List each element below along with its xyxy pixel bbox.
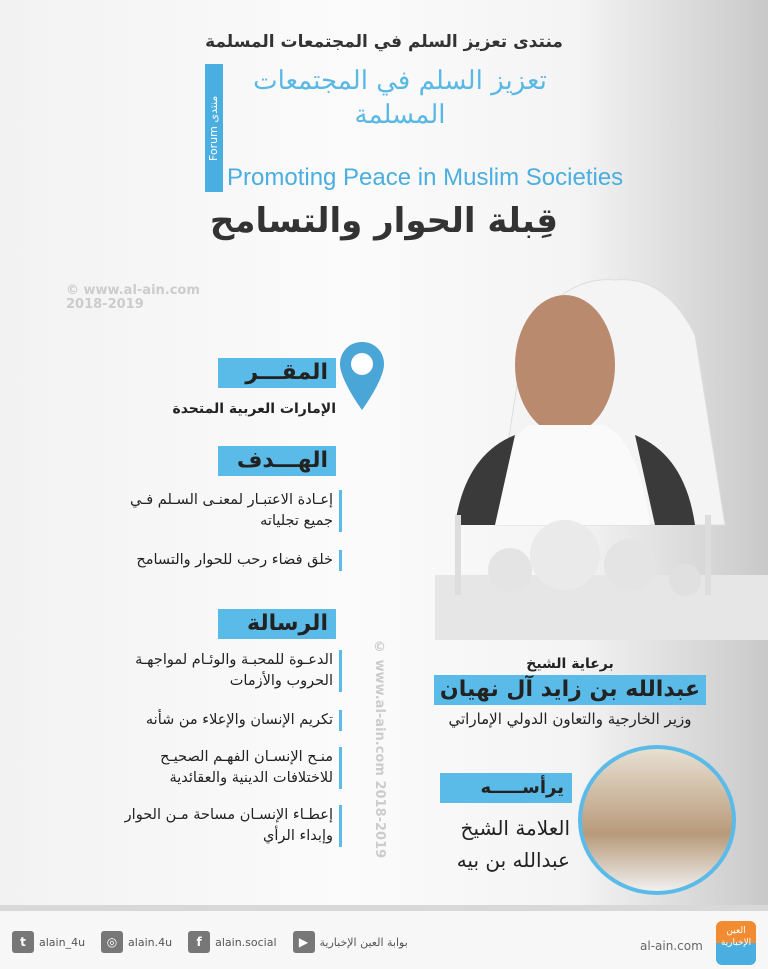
instagram-icon: ◎ <box>101 931 123 953</box>
message-label: الرسالة <box>218 609 336 639</box>
watermark-vertical: © www.al-ain.com 2018-2019 <box>372 640 387 859</box>
chair-label: يرأســـــه <box>440 773 572 803</box>
youtube-link[interactable]: ▶ بوابة العين الإخبارية <box>293 931 408 953</box>
twitter-link[interactable]: t alain_4u <box>12 931 85 953</box>
patron-name: عبدالله بن زايد آل نهيان <box>434 675 706 705</box>
location-pin-icon <box>338 340 386 412</box>
footer <box>0 905 768 969</box>
location-label: المقـــر <box>218 358 336 388</box>
message-item: منـح الإنسـان الفهـم الصحيـح للاختلافات الدينية والعقائدية <box>102 747 342 789</box>
message-item: الدعـوة للمحبـة والوئـام لمواجهـة الحروب والأزمات <box>102 650 342 692</box>
instagram-link[interactable]: ◎ alain.4u <box>101 931 172 953</box>
site-link[interactable]: al-ain.com <box>640 939 703 953</box>
message-item: تكريم الإنسان والإعلاء من شأنه <box>102 710 342 731</box>
message-item: إعطـاء الإنسـان مساحة مـن الحوار وإبداء الرأي <box>102 805 342 847</box>
social-links <box>12 931 408 953</box>
goal-item: خلق فضاء رحب للحوار والتسامح <box>102 550 342 571</box>
top-title: منتدى تعزيز السلم في المجتمعات المسلمة <box>205 32 563 52</box>
forum-tab: Forum منتدى <box>205 64 223 192</box>
location-value: الإمارات العربية المتحدة <box>172 401 336 417</box>
patron-prefix: برعاية الشيخ <box>526 656 614 672</box>
forum-logo <box>205 64 624 196</box>
goal-label: الهـــدف <box>218 446 336 476</box>
headline: قِبلة الحوار والتسامح <box>209 201 559 241</box>
patron-block <box>400 655 740 729</box>
goal-item: إعـادة الاعتبـار لمعنـى السـلم فـي جميع تجلياته <box>102 490 342 532</box>
al-ain-logo: العين الإخبارية <box>716 921 756 965</box>
logo-english: Promoting Peace in Muslim Societies <box>227 164 624 191</box>
facebook-link[interactable]: f alain.social <box>188 931 276 953</box>
facebook-icon: f <box>188 931 210 953</box>
logo-arabic-calligraphy: تعزيز السلم في المجتمعات المسلمة <box>253 66 547 130</box>
chair-photo <box>578 745 736 895</box>
patron-title: وزير الخارجية والتعاون الدولي الإماراتي <box>448 710 692 728</box>
info-column <box>96 358 336 847</box>
watermark: © www.al-ain.com 2018-2019 <box>66 283 200 312</box>
chair-name: العلامة الشيخ عبدالله بن بيه <box>456 816 570 872</box>
patron-photo-with-mosque <box>435 275 768 640</box>
twitter-icon: t <box>12 931 34 953</box>
youtube-icon: ▶ <box>293 931 315 953</box>
